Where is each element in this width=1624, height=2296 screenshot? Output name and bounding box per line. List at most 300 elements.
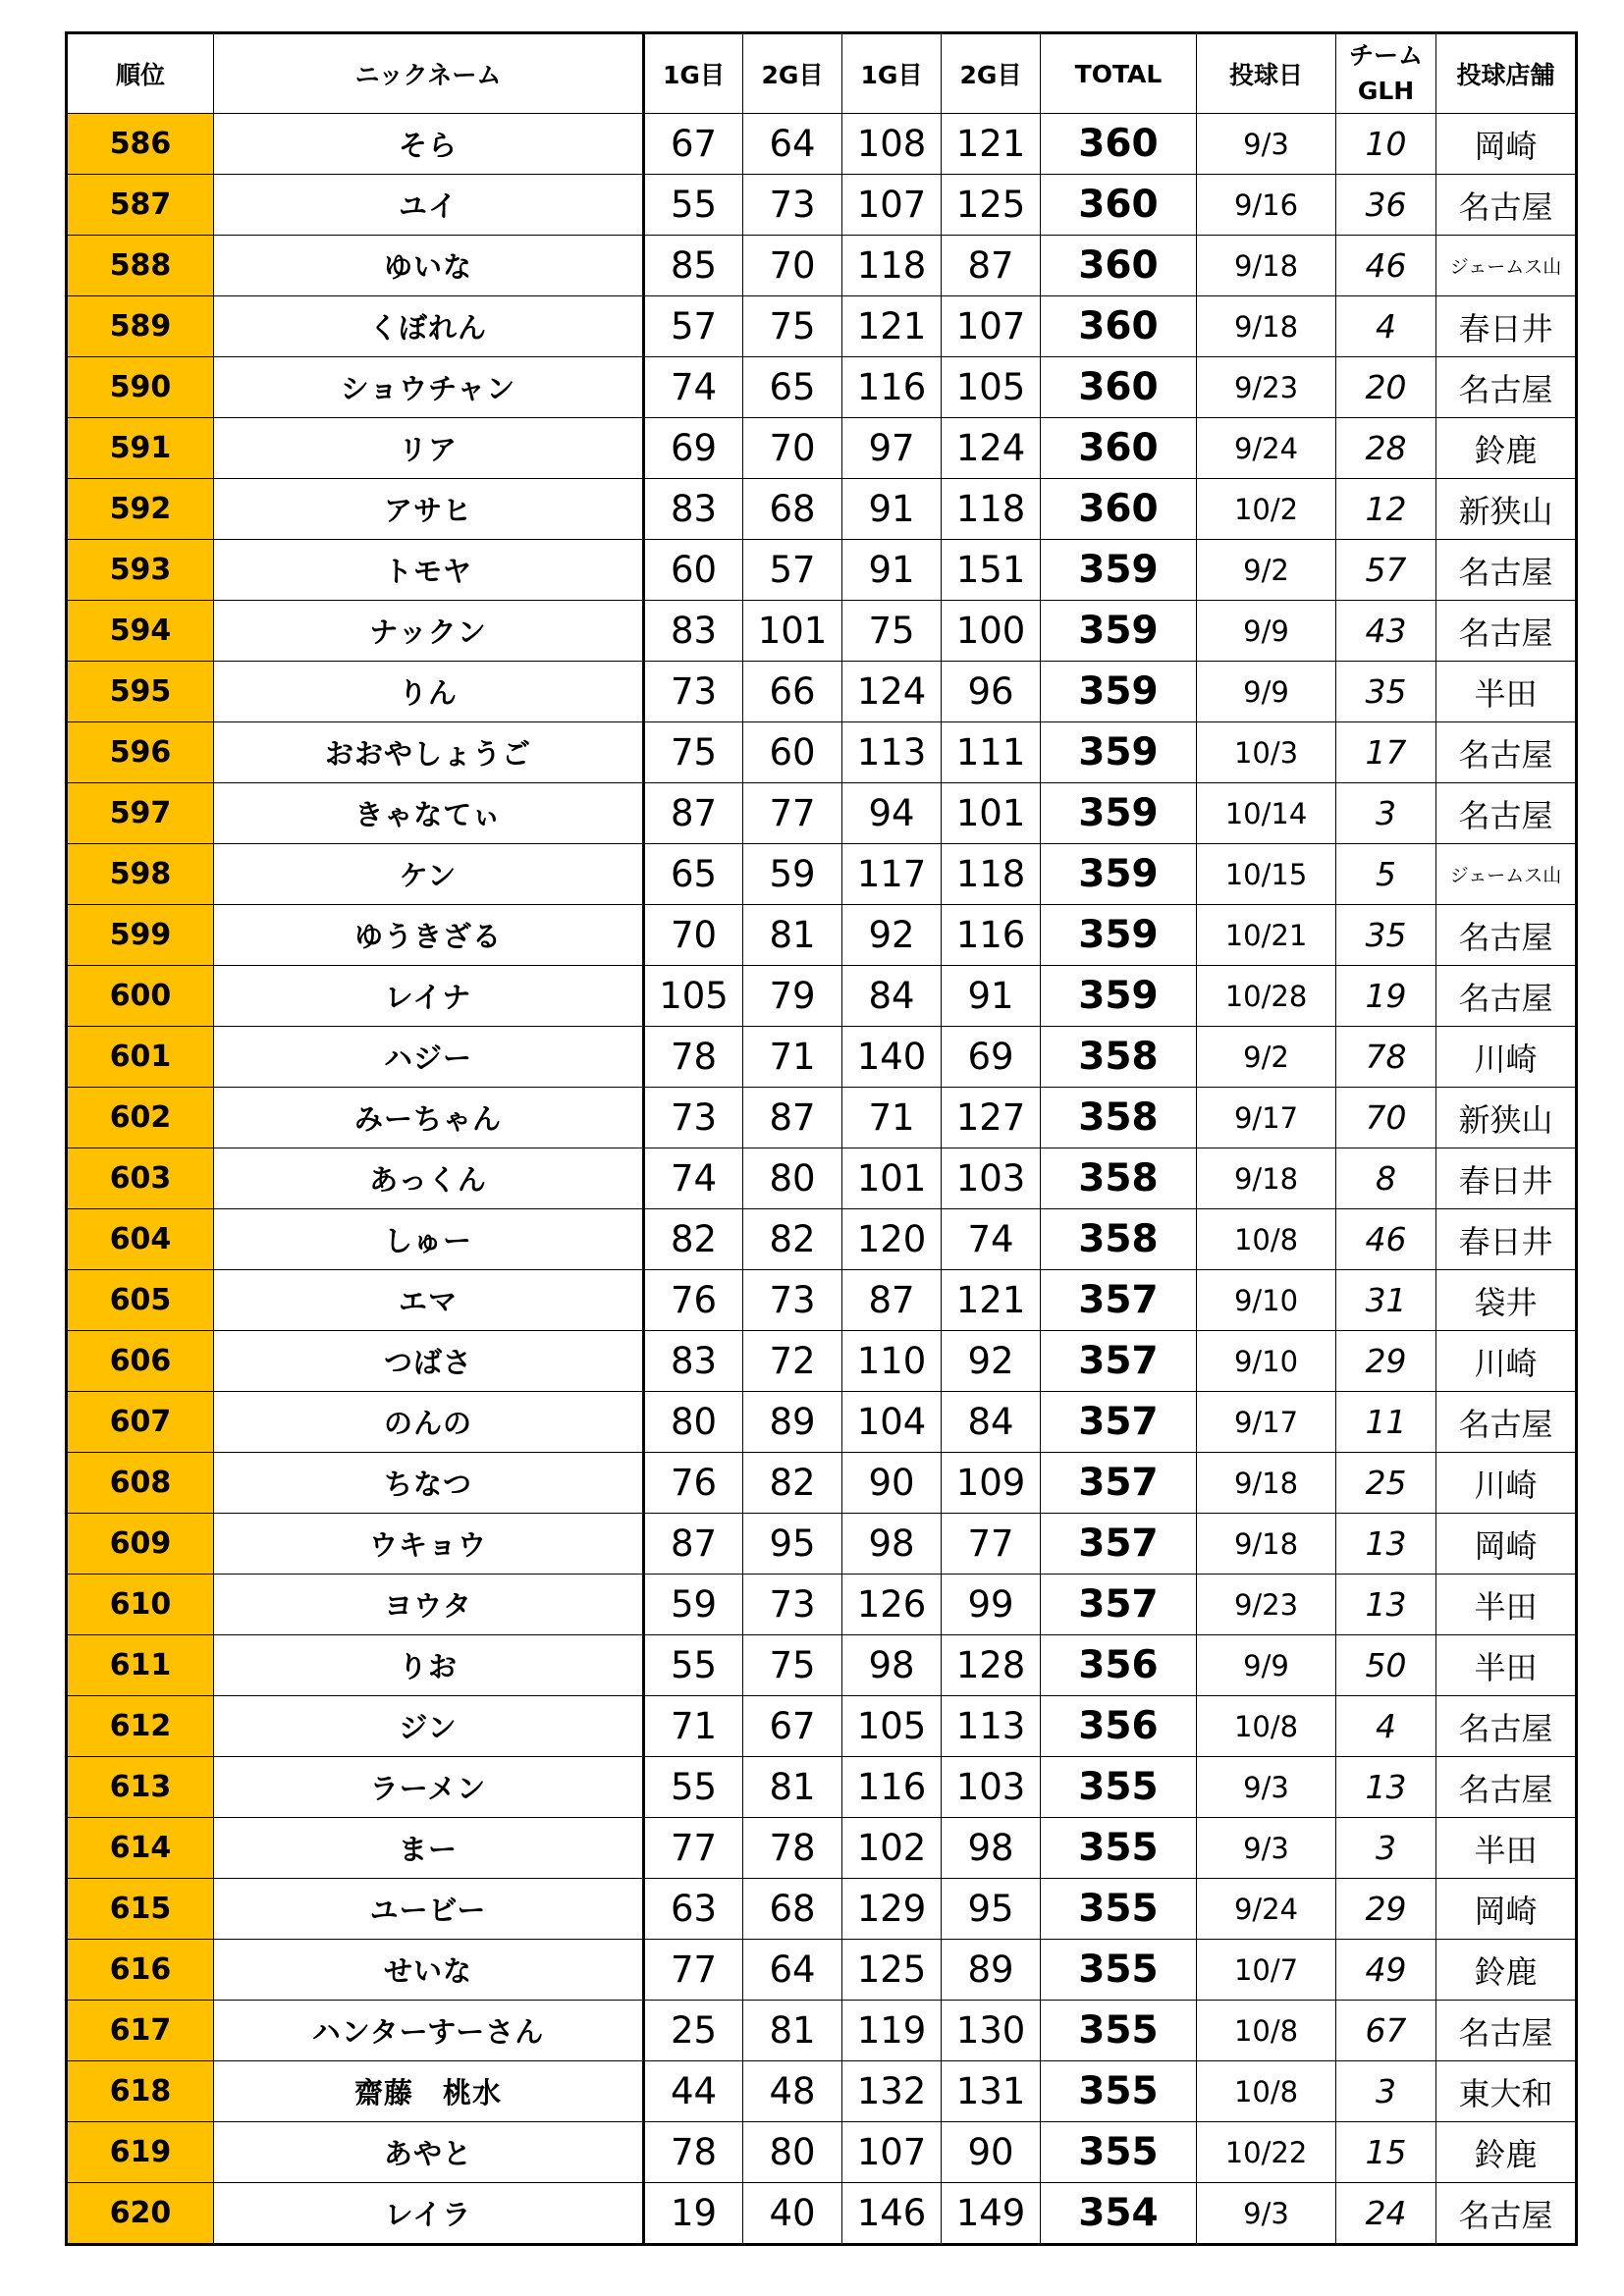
game1b-score: 126 bbox=[842, 1575, 942, 1635]
game1a-score: 57 bbox=[644, 296, 743, 357]
play-date: 10/14 bbox=[1197, 783, 1336, 844]
game1a-score: 83 bbox=[644, 601, 743, 662]
nickname: おおやしょうご bbox=[214, 722, 644, 783]
nickname: りお bbox=[214, 1635, 644, 1696]
game1b-score: 120 bbox=[842, 1209, 942, 1270]
total-score: 358 bbox=[1041, 1088, 1197, 1148]
team-glh: 36 bbox=[1336, 175, 1436, 236]
game2b-score: 130 bbox=[942, 2001, 1041, 2061]
game1a-score: 69 bbox=[644, 418, 743, 479]
rank-number: 592 bbox=[67, 479, 214, 540]
game1a-score: 74 bbox=[644, 1148, 743, 1209]
header-rank: 順位 bbox=[67, 33, 214, 114]
total-score: 357 bbox=[1041, 1514, 1197, 1575]
game2a-score: 68 bbox=[743, 1879, 842, 1940]
table-row bbox=[67, 114, 1577, 175]
store-name: 半田 bbox=[1436, 662, 1577, 722]
rank-number: 612 bbox=[67, 1696, 214, 1757]
game2b-score: 96 bbox=[942, 662, 1041, 722]
game2b-score: 89 bbox=[942, 1940, 1041, 2001]
play-date: 9/2 bbox=[1197, 540, 1336, 601]
team-glh: 3 bbox=[1336, 1818, 1436, 1879]
game2b-score: 99 bbox=[942, 1575, 1041, 1635]
play-date: 9/24 bbox=[1197, 418, 1336, 479]
table-row bbox=[67, 296, 1577, 357]
store-name: 岡崎 bbox=[1436, 1514, 1577, 1575]
store-name: 名古屋 bbox=[1436, 1696, 1577, 1757]
store-name: 名古屋 bbox=[1436, 1757, 1577, 1818]
nickname: ショウチャン bbox=[214, 357, 644, 418]
game2b-score: 116 bbox=[942, 905, 1041, 966]
game1b-score: 129 bbox=[842, 1879, 942, 1940]
store-name: 春日井 bbox=[1436, 1209, 1577, 1270]
store-name: 川崎 bbox=[1436, 1453, 1577, 1514]
store-name: 名古屋 bbox=[1436, 722, 1577, 783]
rank-number: 614 bbox=[67, 1818, 214, 1879]
total-score: 359 bbox=[1041, 844, 1197, 905]
team-glh: 43 bbox=[1336, 601, 1436, 662]
total-score: 357 bbox=[1041, 1331, 1197, 1392]
total-score: 359 bbox=[1041, 601, 1197, 662]
total-score: 355 bbox=[1041, 1940, 1197, 2001]
game2b-score: 151 bbox=[942, 540, 1041, 601]
game2a-score: 48 bbox=[743, 2061, 842, 2122]
game2b-score: 127 bbox=[942, 1088, 1041, 1148]
nickname: まー bbox=[214, 1818, 644, 1879]
nickname: しゅー bbox=[214, 1209, 644, 1270]
game2b-score: 105 bbox=[942, 357, 1041, 418]
game2a-score: 75 bbox=[743, 1635, 842, 1696]
table-row bbox=[67, 540, 1577, 601]
table-row bbox=[67, 1757, 1577, 1818]
table-row bbox=[67, 2122, 1577, 2183]
game2b-score: 95 bbox=[942, 1879, 1041, 1940]
table-row bbox=[67, 844, 1577, 905]
game1a-score: 82 bbox=[644, 1209, 743, 1270]
game2a-score: 68 bbox=[743, 479, 842, 540]
game2b-score: 121 bbox=[942, 1270, 1041, 1331]
total-score: 360 bbox=[1041, 357, 1197, 418]
total-score: 359 bbox=[1041, 905, 1197, 966]
team-glh: 70 bbox=[1336, 1088, 1436, 1148]
play-date: 9/23 bbox=[1197, 1575, 1336, 1635]
nickname: アサヒ bbox=[214, 479, 644, 540]
rank-number: 597 bbox=[67, 783, 214, 844]
rank-number: 609 bbox=[67, 1514, 214, 1575]
game2a-score: 82 bbox=[743, 1209, 842, 1270]
header-store: 投球店舗 bbox=[1436, 33, 1577, 114]
total-score: 355 bbox=[1041, 1757, 1197, 1818]
nickname: ハンターすーさん bbox=[214, 2001, 644, 2061]
play-date: 9/3 bbox=[1197, 114, 1336, 175]
play-date: 10/8 bbox=[1197, 2061, 1336, 2122]
nickname: ちなつ bbox=[214, 1453, 644, 1514]
nickname: ケン bbox=[214, 844, 644, 905]
game2a-score: 77 bbox=[743, 783, 842, 844]
play-date: 9/3 bbox=[1197, 2183, 1336, 2245]
team-glh: 3 bbox=[1336, 783, 1436, 844]
game2a-score: 80 bbox=[743, 1148, 842, 1209]
game1a-score: 59 bbox=[644, 1575, 743, 1635]
table-row bbox=[67, 1879, 1577, 1940]
play-date: 9/18 bbox=[1197, 296, 1336, 357]
play-date: 10/21 bbox=[1197, 905, 1336, 966]
game2a-score: 80 bbox=[743, 2122, 842, 2183]
table-row bbox=[67, 2183, 1577, 2245]
game1b-score: 146 bbox=[842, 2183, 942, 2245]
table-row bbox=[67, 2061, 1577, 2122]
game1a-score: 19 bbox=[644, 2183, 743, 2245]
game2a-score: 78 bbox=[743, 1818, 842, 1879]
table-row bbox=[67, 783, 1577, 844]
store-name: 岡崎 bbox=[1436, 1879, 1577, 1940]
total-score: 359 bbox=[1041, 722, 1197, 783]
play-date: 9/18 bbox=[1197, 1514, 1336, 1575]
game2a-score: 40 bbox=[743, 2183, 842, 2245]
play-date: 10/22 bbox=[1197, 2122, 1336, 2183]
game2b-score: 109 bbox=[942, 1453, 1041, 1514]
table-row bbox=[67, 1027, 1577, 1088]
team-glh: 24 bbox=[1336, 2183, 1436, 2245]
game1a-score: 87 bbox=[644, 783, 743, 844]
rank-number: 587 bbox=[67, 175, 214, 236]
store-name: 名古屋 bbox=[1436, 966, 1577, 1027]
store-name: 名古屋 bbox=[1436, 783, 1577, 844]
game1b-score: 121 bbox=[842, 296, 942, 357]
game2b-score: 84 bbox=[942, 1392, 1041, 1453]
play-date: 9/16 bbox=[1197, 175, 1336, 236]
game1b-score: 98 bbox=[842, 1635, 942, 1696]
game1a-score: 76 bbox=[644, 1453, 743, 1514]
total-score: 355 bbox=[1041, 2001, 1197, 2061]
ranking-table bbox=[65, 31, 1578, 2246]
nickname: ハジー bbox=[214, 1027, 644, 1088]
game2a-score: 59 bbox=[743, 844, 842, 905]
game2a-score: 87 bbox=[743, 1088, 842, 1148]
game1b-score: 132 bbox=[842, 2061, 942, 2122]
store-name: 半田 bbox=[1436, 1818, 1577, 1879]
rank-number: 593 bbox=[67, 540, 214, 601]
rank-number: 613 bbox=[67, 1757, 214, 1818]
table-row bbox=[67, 1392, 1577, 1453]
nickname: みーちゃん bbox=[214, 1088, 644, 1148]
total-score: 359 bbox=[1041, 540, 1197, 601]
team-glh: 50 bbox=[1336, 1635, 1436, 1696]
nickname: せいな bbox=[214, 1940, 644, 2001]
total-score: 360 bbox=[1041, 114, 1197, 175]
team-glh: 28 bbox=[1336, 418, 1436, 479]
team-glh: 8 bbox=[1336, 1148, 1436, 1209]
game2a-score: 57 bbox=[743, 540, 842, 601]
store-name: 川崎 bbox=[1436, 1027, 1577, 1088]
total-score: 359 bbox=[1041, 783, 1197, 844]
game1a-score: 71 bbox=[644, 1696, 743, 1757]
store-name: 名古屋 bbox=[1436, 2183, 1577, 2245]
table-row bbox=[67, 601, 1577, 662]
game1a-score: 55 bbox=[644, 175, 743, 236]
store-name: 鈴鹿 bbox=[1436, 2122, 1577, 2183]
game2b-score: 87 bbox=[942, 236, 1041, 296]
game2a-score: 89 bbox=[743, 1392, 842, 1453]
table-row bbox=[67, 479, 1577, 540]
play-date: 10/8 bbox=[1197, 1696, 1336, 1757]
rank-number: 611 bbox=[67, 1635, 214, 1696]
game1b-score: 71 bbox=[842, 1088, 942, 1148]
store-name: 半田 bbox=[1436, 1575, 1577, 1635]
table-row bbox=[67, 175, 1577, 236]
header-team-line2: GLH bbox=[1357, 77, 1415, 105]
table-row bbox=[67, 1575, 1577, 1635]
game1a-score: 75 bbox=[644, 722, 743, 783]
game1b-score: 98 bbox=[842, 1514, 942, 1575]
game1a-score: 78 bbox=[644, 2122, 743, 2183]
game2b-score: 103 bbox=[942, 1757, 1041, 1818]
game2b-score: 118 bbox=[942, 479, 1041, 540]
table-row bbox=[67, 1088, 1577, 1148]
game1b-score: 107 bbox=[842, 2122, 942, 2183]
table-row bbox=[67, 722, 1577, 783]
play-date: 10/8 bbox=[1197, 1209, 1336, 1270]
total-score: 355 bbox=[1041, 2061, 1197, 2122]
table-row bbox=[67, 1148, 1577, 1209]
nickname: ラーメン bbox=[214, 1757, 644, 1818]
nickname: リア bbox=[214, 418, 644, 479]
game2b-score: 149 bbox=[942, 2183, 1041, 2245]
game2a-score: 66 bbox=[743, 662, 842, 722]
game2b-score: 91 bbox=[942, 966, 1041, 1027]
table-row bbox=[67, 1940, 1577, 2001]
rank-number: 590 bbox=[67, 357, 214, 418]
game2b-score: 77 bbox=[942, 1514, 1041, 1575]
table-row bbox=[67, 905, 1577, 966]
rank-number: 591 bbox=[67, 418, 214, 479]
game2b-score: 69 bbox=[942, 1027, 1041, 1088]
store-name: 名古屋 bbox=[1436, 2001, 1577, 2061]
store-name: 岡崎 bbox=[1436, 114, 1577, 175]
play-date: 9/3 bbox=[1197, 1818, 1336, 1879]
team-glh: 46 bbox=[1336, 236, 1436, 296]
total-score: 356 bbox=[1041, 1635, 1197, 1696]
play-date: 10/8 bbox=[1197, 2001, 1336, 2061]
game1a-score: 83 bbox=[644, 479, 743, 540]
game2b-score: 98 bbox=[942, 1818, 1041, 1879]
total-score: 357 bbox=[1041, 1270, 1197, 1331]
game1a-score: 63 bbox=[644, 1879, 743, 1940]
game1a-score: 85 bbox=[644, 236, 743, 296]
game1b-score: 105 bbox=[842, 1696, 942, 1757]
game2b-score: 101 bbox=[942, 783, 1041, 844]
game1b-score: 119 bbox=[842, 2001, 942, 2061]
table-row bbox=[67, 1209, 1577, 1270]
game2b-score: 113 bbox=[942, 1696, 1041, 1757]
game1b-score: 75 bbox=[842, 601, 942, 662]
table-row bbox=[67, 1818, 1577, 1879]
game1b-score: 108 bbox=[842, 114, 942, 175]
game1a-score: 73 bbox=[644, 662, 743, 722]
game1a-score: 65 bbox=[644, 844, 743, 905]
store-name: 名古屋 bbox=[1436, 1392, 1577, 1453]
team-glh: 3 bbox=[1336, 2061, 1436, 2122]
game2b-score: 92 bbox=[942, 1331, 1041, 1392]
game2b-score: 131 bbox=[942, 2061, 1041, 2122]
play-date: 9/23 bbox=[1197, 357, 1336, 418]
game1a-score: 80 bbox=[644, 1392, 743, 1453]
play-date: 9/3 bbox=[1197, 1757, 1336, 1818]
rank-number: 620 bbox=[67, 2183, 214, 2245]
game1a-score: 25 bbox=[644, 2001, 743, 2061]
game2b-score: 124 bbox=[942, 418, 1041, 479]
play-date: 9/9 bbox=[1197, 1635, 1336, 1696]
nickname: つばさ bbox=[214, 1331, 644, 1392]
team-glh: 13 bbox=[1336, 1575, 1436, 1635]
game1b-score: 125 bbox=[842, 1940, 942, 2001]
rank-number: 595 bbox=[67, 662, 214, 722]
rank-number: 605 bbox=[67, 1270, 214, 1331]
store-name: ジェームス山 bbox=[1436, 236, 1577, 296]
nickname: ゆうきざる bbox=[214, 905, 644, 966]
team-glh: 12 bbox=[1336, 479, 1436, 540]
game1a-score: 60 bbox=[644, 540, 743, 601]
table-row bbox=[67, 1514, 1577, 1575]
table-row bbox=[67, 1696, 1577, 1757]
game1b-score: 87 bbox=[842, 1270, 942, 1331]
table-row bbox=[67, 418, 1577, 479]
store-name: 川崎 bbox=[1436, 1331, 1577, 1392]
game1b-score: 118 bbox=[842, 236, 942, 296]
game2a-score: 82 bbox=[743, 1453, 842, 1514]
team-glh: 4 bbox=[1336, 1696, 1436, 1757]
total-score: 358 bbox=[1041, 1209, 1197, 1270]
total-score: 357 bbox=[1041, 1575, 1197, 1635]
team-glh: 57 bbox=[1336, 540, 1436, 601]
game2a-score: 64 bbox=[743, 1940, 842, 2001]
game1b-score: 116 bbox=[842, 1757, 942, 1818]
nickname: ゆいな bbox=[214, 236, 644, 296]
store-name: 春日井 bbox=[1436, 1148, 1577, 1209]
table-row bbox=[67, 662, 1577, 722]
game2a-score: 72 bbox=[743, 1331, 842, 1392]
game1b-score: 116 bbox=[842, 357, 942, 418]
game2a-score: 95 bbox=[743, 1514, 842, 1575]
total-score: 360 bbox=[1041, 175, 1197, 236]
game2a-score: 71 bbox=[743, 1027, 842, 1088]
game1a-score: 76 bbox=[644, 1270, 743, 1331]
team-glh: 13 bbox=[1336, 1514, 1436, 1575]
play-date: 10/2 bbox=[1197, 479, 1336, 540]
team-glh: 67 bbox=[1336, 2001, 1436, 2061]
rank-number: 607 bbox=[67, 1392, 214, 1453]
rank-number: 594 bbox=[67, 601, 214, 662]
nickname: のんの bbox=[214, 1392, 644, 1453]
game2b-score: 111 bbox=[942, 722, 1041, 783]
team-glh: 4 bbox=[1336, 296, 1436, 357]
nickname: あっくん bbox=[214, 1148, 644, 1209]
rank-number: 616 bbox=[67, 1940, 214, 2001]
store-name: 春日井 bbox=[1436, 296, 1577, 357]
nickname: ナックン bbox=[214, 601, 644, 662]
total-score: 359 bbox=[1041, 966, 1197, 1027]
play-date: 9/18 bbox=[1197, 236, 1336, 296]
game2a-score: 70 bbox=[743, 236, 842, 296]
game1b-score: 90 bbox=[842, 1453, 942, 1514]
team-glh: 13 bbox=[1336, 1757, 1436, 1818]
nickname: ヨウタ bbox=[214, 1575, 644, 1635]
game1b-score: 117 bbox=[842, 844, 942, 905]
store-name: 鈴鹿 bbox=[1436, 1940, 1577, 2001]
play-date: 9/18 bbox=[1197, 1148, 1336, 1209]
nickname: エマ bbox=[214, 1270, 644, 1331]
game2a-score: 73 bbox=[743, 175, 842, 236]
store-name: 名古屋 bbox=[1436, 175, 1577, 236]
play-date: 9/24 bbox=[1197, 1879, 1336, 1940]
header-game2a: 2G目 bbox=[743, 33, 842, 114]
game1a-score: 73 bbox=[644, 1088, 743, 1148]
game1b-score: 124 bbox=[842, 662, 942, 722]
game1a-score: 44 bbox=[644, 2061, 743, 2122]
team-glh: 29 bbox=[1336, 1331, 1436, 1392]
game2b-score: 125 bbox=[942, 175, 1041, 236]
game1a-score: 87 bbox=[644, 1514, 743, 1575]
header-game1a: 1G目 bbox=[644, 33, 743, 114]
table-row bbox=[67, 236, 1577, 296]
total-score: 358 bbox=[1041, 1027, 1197, 1088]
header-team bbox=[1336, 33, 1436, 114]
play-date: 9/18 bbox=[1197, 1453, 1336, 1514]
store-name: 名古屋 bbox=[1436, 601, 1577, 662]
game2a-score: 101 bbox=[743, 601, 842, 662]
play-date: 10/28 bbox=[1197, 966, 1336, 1027]
rank-number: 606 bbox=[67, 1331, 214, 1392]
team-glh: 20 bbox=[1336, 357, 1436, 418]
team-glh: 17 bbox=[1336, 722, 1436, 783]
rank-number: 589 bbox=[67, 296, 214, 357]
total-score: 355 bbox=[1041, 1879, 1197, 1940]
rank-number: 615 bbox=[67, 1879, 214, 1940]
game2b-score: 121 bbox=[942, 114, 1041, 175]
game1b-score: 91 bbox=[842, 540, 942, 601]
total-score: 360 bbox=[1041, 418, 1197, 479]
team-glh: 49 bbox=[1336, 1940, 1436, 2001]
rank-number: 603 bbox=[67, 1148, 214, 1209]
nickname: レイラ bbox=[214, 2183, 644, 2245]
table-row bbox=[67, 2001, 1577, 2061]
total-score: 355 bbox=[1041, 1818, 1197, 1879]
total-score: 356 bbox=[1041, 1696, 1197, 1757]
team-glh: 35 bbox=[1336, 662, 1436, 722]
game2b-score: 100 bbox=[942, 601, 1041, 662]
team-glh: 78 bbox=[1336, 1027, 1436, 1088]
header-game2b: 2G目 bbox=[942, 33, 1041, 114]
nickname: あやと bbox=[214, 2122, 644, 2183]
rank-number: 588 bbox=[67, 236, 214, 296]
store-name: ジェームス山 bbox=[1436, 844, 1577, 905]
total-score: 359 bbox=[1041, 662, 1197, 722]
header-game1b: 1G目 bbox=[842, 33, 942, 114]
header-row bbox=[67, 33, 1577, 114]
team-glh: 31 bbox=[1336, 1270, 1436, 1331]
table-row bbox=[67, 1453, 1577, 1514]
rank-number: 599 bbox=[67, 905, 214, 966]
game1b-score: 91 bbox=[842, 479, 942, 540]
game1a-score: 74 bbox=[644, 357, 743, 418]
game2a-score: 81 bbox=[743, 2001, 842, 2061]
game1b-score: 94 bbox=[842, 783, 942, 844]
game1a-score: 70 bbox=[644, 905, 743, 966]
play-date: 10/3 bbox=[1197, 722, 1336, 783]
play-date: 10/15 bbox=[1197, 844, 1336, 905]
game1a-score: 77 bbox=[644, 1940, 743, 2001]
play-date: 9/9 bbox=[1197, 601, 1336, 662]
